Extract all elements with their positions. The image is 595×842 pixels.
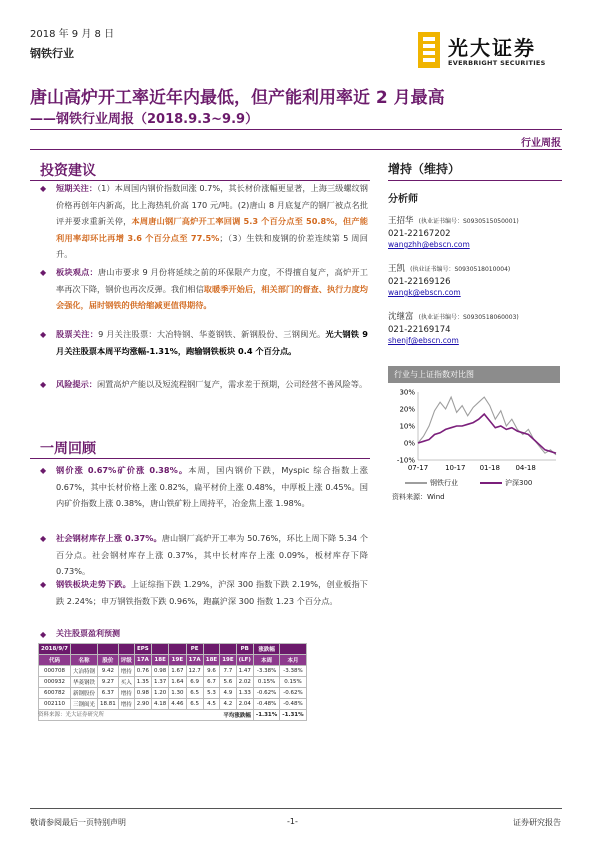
- footer-divider: [30, 808, 562, 809]
- table-cell: 1.30: [169, 688, 186, 699]
- table-header-cell: EPS: [134, 644, 151, 655]
- table-cell: 2.90: [134, 699, 151, 710]
- analyst-email[interactable]: wangzhh@ebscn.com: [388, 240, 470, 249]
- table-cell: 9.6: [203, 666, 219, 677]
- stock-table-heading: 关注股票盈利预测: [56, 629, 120, 638]
- logo-mark-icon: [418, 32, 440, 68]
- table-cell: 6.5: [186, 688, 203, 699]
- table-header-cell: [220, 644, 236, 655]
- analyst-cert: (执业证书编号：S0930518010004): [410, 266, 511, 273]
- analyst-name: 王凯: [388, 264, 406, 274]
- table-cell: 9.27: [98, 677, 119, 688]
- inventory-paragraph: 社会钢材库存上涨 0.37%。唐山钢厂高炉开工率为 50.76%，环比上周下降 5.34 个百分点。社会钢材库存上涨 0.37%，其中长材库存上涨 0.09%，板材库存下降 0.73%。: [56, 533, 368, 576]
- analyst-email[interactable]: wangk@ebscn.com: [388, 288, 461, 297]
- table-cell: 2.04: [236, 699, 253, 710]
- table-cell: 0.15%: [253, 677, 279, 688]
- y-tick-label: -10%: [396, 456, 415, 465]
- table-cell: 5.3: [203, 688, 219, 699]
- review-divider: [30, 458, 370, 459]
- table-cell: 1.35: [134, 677, 151, 688]
- x-tick-label: 01-18: [479, 464, 500, 472]
- table-cell: 000708: [39, 666, 71, 677]
- table-row: [39, 688, 307, 699]
- table-cell: 新钢股份: [70, 688, 97, 699]
- table-cell: 6.7: [203, 677, 219, 688]
- bullet-icon: ◆: [40, 184, 47, 193]
- analyst-block: [388, 208, 563, 249]
- analyst-phone: 021-22169126: [388, 277, 451, 287]
- series-line-hs300: [418, 414, 556, 453]
- table-cell: 1.20: [152, 688, 169, 699]
- sector-view-paragraph: 板块观点：唐山市要求 9 月份将延续之前的环保限产力度，不得擅自复产，高炉开工率再次下降，钢价也再次反弹。我们相信取暖季开始后，相关部门的督查、执行力度均会强化，届时钢铁的供给缩减更值得期待。: [56, 267, 368, 310]
- table-subheader-cell: 本月: [280, 655, 306, 666]
- table-header-cell: [280, 644, 306, 655]
- table-cell: 4.5: [203, 699, 219, 710]
- y-tick-label: 0%: [403, 439, 415, 448]
- footer-disclaimer: 敬请参阅最后一页特别声明: [30, 818, 126, 827]
- bullet-icon: ◆: [40, 380, 47, 389]
- bullet-icon: ◆: [40, 268, 47, 277]
- analyst-cert: (执业证书编号：S0930518060003): [418, 314, 519, 321]
- table-source: 资料来源：光大证券研究所: [38, 712, 105, 718]
- table-cell: 0.98: [152, 666, 169, 677]
- y-tick-label: 20%: [399, 405, 415, 414]
- table-cell: 4.46: [169, 699, 186, 710]
- report-date: 2018 年 9 月 8 日: [30, 29, 115, 40]
- table-cell: 6.9: [186, 677, 203, 688]
- table-header-cell: PE: [186, 644, 203, 655]
- table-cell: 000932: [39, 677, 71, 688]
- x-tick-label: 10-17: [445, 464, 466, 472]
- company-logo: [418, 32, 568, 72]
- risk-paragraph: 风险提示：闲置高炉产能以及短流程钢厂复产，需求差于预期，公司经营不善风险等。: [56, 379, 368, 389]
- table-subheader-cell: 本周: [253, 655, 279, 666]
- industry-vs-index-chart: [388, 386, 562, 486]
- table-cell: -0.48%: [280, 699, 306, 710]
- table-header-cell: [152, 644, 169, 655]
- investment-heading: 投资建议: [40, 163, 96, 179]
- table-row: [39, 666, 307, 677]
- table-cell: 2.02: [236, 677, 253, 688]
- chart-title: 行业与上证指数对比图: [388, 366, 560, 383]
- table-row: [39, 677, 307, 688]
- table-cell: 0.15%: [280, 677, 306, 688]
- table-cell: 600782: [39, 688, 71, 699]
- table-cell: 大冶特钢: [70, 666, 97, 677]
- table-header-cell: 涨跌幅: [253, 644, 279, 655]
- table-header-cell: [169, 644, 186, 655]
- logo-chinese-name: 光大证券: [448, 36, 536, 60]
- table-cell: 增持: [118, 666, 134, 677]
- table-cell: 4.2: [220, 699, 236, 710]
- bullet-icon: ◆: [40, 580, 47, 589]
- table-average-row: 平均涨跌幅 -1.31% -1.31%: [39, 710, 307, 721]
- table-cell: -0.48%: [253, 699, 279, 710]
- table-cell: 三钢闽光: [70, 699, 97, 710]
- table-cell: 1.37: [152, 677, 169, 688]
- table-cell: 12.7: [186, 666, 203, 677]
- table-cell: 9.42: [98, 666, 119, 677]
- table-cell: 4.18: [152, 699, 169, 710]
- table-cell: 增持: [118, 699, 134, 710]
- table-cell: 7.7: [220, 666, 236, 677]
- table-cell: -0.62%: [253, 688, 279, 699]
- table-cell: 0.76: [134, 666, 151, 677]
- legend-item-steel: 钢铁行业: [405, 478, 458, 488]
- table-cell: 买入: [118, 677, 134, 688]
- table-subheader-cell: 18E: [203, 655, 219, 666]
- table-row: [39, 699, 307, 710]
- logo-english-name: EVERBRIGHT SECURITIES: [448, 59, 546, 67]
- footer-report-label: 证券研究报告: [513, 818, 561, 827]
- steel-price-paragraph: 钢价涨 0.67%矿价涨 0.38%。本周，国内钢价下跌，Myspic 综合指数上涨 0.67%，其中长材价格上涨 0.82%，扁平材价上涨 0.48%，中厚板上涨 0.45%。国内矿价指数上涨 0.38%，唐山铁矿粉上周持平，冶金焦上涨 1.98%。: [56, 465, 368, 508]
- table-cell: 华菱钢铁: [70, 677, 97, 688]
- table-cell: -3.38%: [280, 666, 306, 677]
- table-header-cell: [203, 644, 219, 655]
- analyst-name: 王招华: [388, 216, 414, 226]
- analyst-phone: 021-22169174: [388, 325, 451, 335]
- bullet-icon: ◆: [40, 466, 47, 475]
- title-divider: [30, 129, 562, 130]
- short-term-paragraph: 短期关注：（1）本周国内钢价指数回涨 0.7%，其长材价涨幅更显著，上海三级螺纹钢价格再创年内新高，比上海热轧价高 170 元/吨。(2)唐山 8 月底复产的钢厂被点名批评并要求重新关停，本周唐山钢厂高炉开工率回调 5.3 个百分点至 50.8%，但产能利用率却环比再增 3.6 个百分点至 77.5%；（3）生铁和废钢的价差连续第 5 周回升。: [56, 183, 368, 259]
- rating-label: 增持（维持）: [388, 162, 461, 176]
- table-subheader-cell: 股价: [98, 655, 119, 666]
- table-cell: 1.47: [236, 666, 253, 677]
- table-cell: 002110: [39, 699, 71, 710]
- table-cell: -3.38%: [253, 666, 279, 677]
- analyst-phone: 021-22167202: [388, 229, 451, 239]
- report-subtitle: ——钢铁行业周报（2018.9.3~9.9）: [30, 112, 259, 127]
- chart-source: 资料来源：Wind: [392, 493, 445, 501]
- table-cell: 1.64: [169, 677, 186, 688]
- series-line-steel: [418, 397, 556, 455]
- x-tick-label: 04-18: [515, 464, 536, 472]
- stock-watch-paragraph: 股票关注：9 月关注股票：大冶特钢、华菱钢铁、新钢股份、三钢闽光。光大钢铁 9 月关注股票本周平均涨幅-1.31%，跑输钢铁板块 0.4 个百分点。: [56, 329, 368, 356]
- table-cell: -0.62%: [280, 688, 306, 699]
- table-header-cell: 2018/9/7: [39, 644, 71, 655]
- table-subheader-cell: 18E: [152, 655, 169, 666]
- bullet-icon: ◆: [40, 330, 47, 339]
- report-type: 行业周报: [521, 138, 561, 149]
- analyst-block: [388, 256, 563, 297]
- sector-trend-paragraph: 钢铁板块走势下跌。上证综指下跌 1.29%，沪深 300 指数下跌 2.19%，创业板指下跌 2.24%；申万钢铁指数下跌 0.96%，跑赢沪深 300 指数 1.23 个百分点。: [56, 579, 368, 606]
- table-cell: 5.6: [220, 677, 236, 688]
- table-header-cell: [98, 644, 119, 655]
- table-header-cell: [118, 644, 134, 655]
- table-cell: 6.37: [98, 688, 119, 699]
- table-header-cell: PB: [236, 644, 253, 655]
- table-subheader-cell: 19E: [169, 655, 186, 666]
- y-tick-label: 30%: [399, 388, 415, 397]
- table-header-cell: [70, 644, 97, 655]
- review-heading: 一周回顾: [40, 441, 96, 457]
- table-subheader-cell: 17A: [186, 655, 203, 666]
- analyst-heading: 分析师: [388, 194, 418, 205]
- header-divider: [30, 149, 562, 150]
- table-cell: 0.98: [134, 688, 151, 699]
- table-cell: 增持: [118, 688, 134, 699]
- analyst-block: [388, 304, 563, 345]
- page-number: -1-: [287, 817, 298, 826]
- industry-label: 钢铁行业: [30, 47, 74, 60]
- table-cell: 1.33: [236, 688, 253, 699]
- table-subheader-cell: 17A: [134, 655, 151, 666]
- table-cell: 6.5: [186, 699, 203, 710]
- rating-divider: [388, 180, 562, 181]
- analyst-cert: (执业证书编号：S0930515050001): [418, 218, 519, 225]
- chart-legend: [405, 478, 532, 488]
- table-subheader-cell: 代码: [39, 655, 71, 666]
- bullet-icon: ◆: [40, 630, 47, 639]
- analyst-email[interactable]: shenjf@ebscn.com: [388, 336, 459, 345]
- table-subheader-cell: 名称: [70, 655, 97, 666]
- table-cell: 18.81: [98, 699, 119, 710]
- table-cell: 1.67: [169, 666, 186, 677]
- table-subheader-cell: (LF): [236, 655, 253, 666]
- bullet-icon: ◆: [40, 534, 47, 543]
- y-tick-label: 10%: [399, 422, 415, 431]
- table-cell: 4.9: [220, 688, 236, 699]
- analyst-name: 沈继富: [388, 312, 414, 322]
- x-tick-label: 07-17: [407, 464, 429, 472]
- legend-item-hs300: 沪深300: [480, 478, 532, 488]
- report-title: 唐山高炉开工率近年内最低，但产能利用率近 2 月最高: [30, 88, 445, 108]
- table-subheader-cell: 19E: [220, 655, 236, 666]
- table-subheader-cell: 评级: [118, 655, 134, 666]
